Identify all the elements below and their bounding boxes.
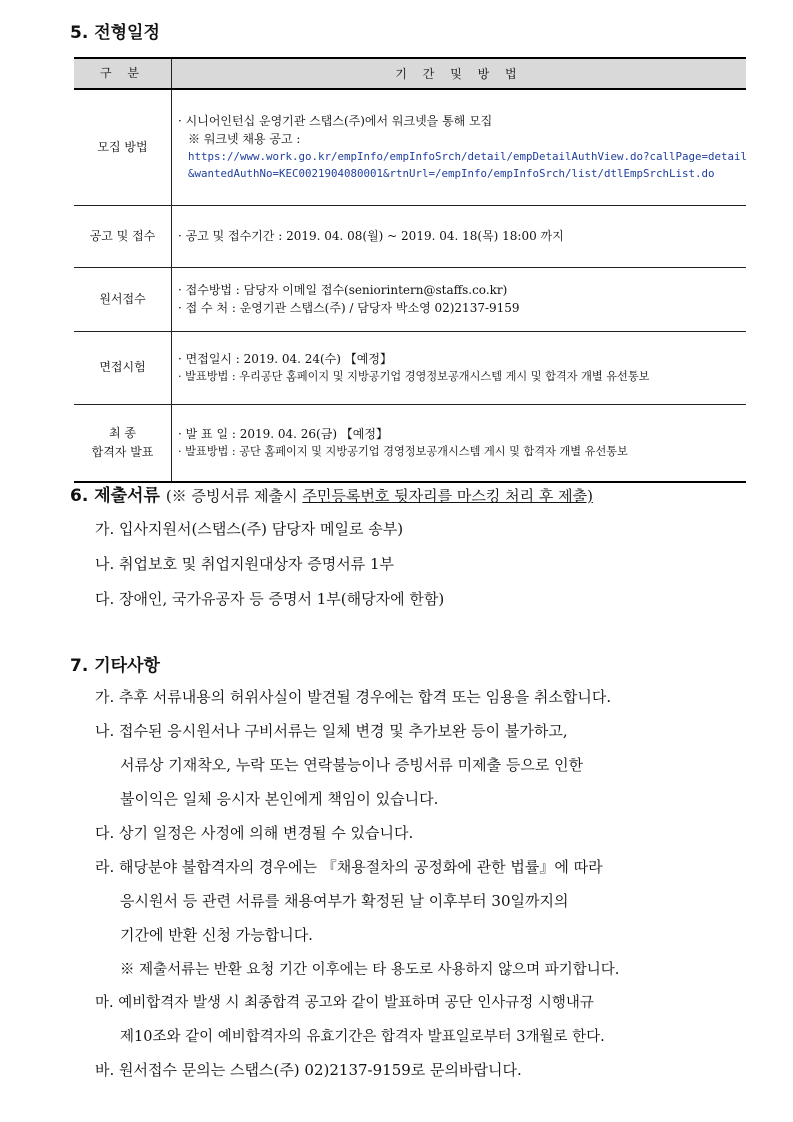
section-6-note-underlined: 주민등록번호 뒷자리를 마스킹 처리 후 제출)	[302, 487, 593, 505]
list-item: 나. 접수된 응시원서나 구비서류는 일체 변경 및 추가보완 등이 불가하고,	[95, 722, 568, 740]
content-line: · 공고 및 접수기간 : 2019. 04. 08(월) ~ 2019. 04. 18(목) 18:00 까지	[178, 229, 564, 243]
list-item: 나. 취업보호 및 취업지원대상자 증명서류 1부	[95, 555, 394, 573]
section-5-title: 5. 전형일정	[70, 23, 160, 43]
row-label: 공고 및 접수	[74, 205, 172, 267]
table-row	[74, 89, 746, 205]
row-label: 원서접수	[74, 267, 172, 331]
header-period-method: 기 간 및 방 법	[172, 58, 747, 89]
section-6-heading	[70, 481, 593, 506]
content-line: · 접수방법 : 담당자 이메일 접수(seniorintern@staffs.co.kr)	[178, 283, 508, 297]
content-line: · 발표방법 : 공단 홈페이지 및 지방공기업 경영정보공개시스템 게시 및 합격자 개별 유선통보	[178, 444, 628, 458]
content-line: · 면접일시 : 2019. 04. 24(수) 【예정】	[178, 351, 392, 366]
list-item: 가. 입사지원서(스탭스(주) 담당자 메일로 송부)	[95, 520, 404, 538]
row-label: 모집 방법	[74, 89, 172, 205]
row-label	[74, 404, 172, 482]
content-line: · 접 수 처 : 운영기관 스탭스(주) / 담당자 박소영 02)2137-9159	[178, 301, 520, 315]
row-content	[172, 205, 747, 267]
row-content	[172, 331, 747, 404]
row-label-line2: 합격자 발표	[91, 444, 154, 459]
content-line: ※ 워크넷 채용 공고 :	[188, 132, 301, 147]
list-item: 바. 원서접수 문의는 스탭스(주) 02)2137-9159로 문의바랍니다.	[95, 1061, 522, 1079]
list-item: 마. 예비합격자 발생 시 최종합격 공고와 같이 발표하며 공단 인사규정 시행내규	[95, 995, 594, 1011]
table-row	[74, 267, 746, 331]
header-category: 구 분	[74, 58, 172, 89]
content-line: · 발표방법 : 우리공단 홈페이지 및 지방공기업 경영정보공개시스템 게시 및 합격자 개별 유선통보	[178, 369, 650, 383]
list-item-continuation: 불이익은 일체 응시자 본인에게 책임이 있습니다.	[120, 790, 439, 808]
content-line: · 발 표 일 : 2019. 04. 26(금) 【예정】	[178, 426, 388, 441]
worknet-link[interactable]: https://www.work.go.kr/empInfo/empInfoSrch/detail/empDetailAuthView.do?callPage=detail&wantedAuthNo=KEC0021904080001&rtnUrl=/empInfo/empInfoSrch/list/dtlEmpSrchList.do	[188, 150, 748, 181]
list-item-continuation: 기간에 반환 신청 가능합니다.	[120, 926, 313, 944]
list-item: 가. 추후 서류내용의 허위사실이 발견될 경우에는 합격 또는 임용을 취소합니다.	[95, 688, 612, 706]
list-item-continuation: 서류상 기재착오, 누락 또는 연락불능이나 증빙서류 미제출 등으로 인한	[120, 756, 584, 774]
row-content	[172, 89, 747, 205]
section-6-note: (※ 증빙서류 제출시	[165, 487, 303, 505]
list-item: 다. 장애인, 국가유공자 등 증명서 1부(해당자에 한함)	[95, 590, 445, 608]
list-item-note: ※ 제출서류는 반환 요청 기간 이후에는 타 용도로 사용하지 않으며 파기합니다.	[120, 962, 620, 978]
section-7-title: 7. 기타사항	[70, 656, 160, 676]
schedule-table	[74, 57, 746, 483]
table-row	[74, 205, 746, 267]
section-6-title: 6. 제출서류	[70, 486, 160, 506]
row-label: 면접시험	[74, 331, 172, 404]
list-item-continuation: 응시원서 등 관련 서류를 채용여부가 확정된 날 이후부터 30일까지의	[120, 892, 569, 910]
row-content	[172, 267, 747, 331]
table-header-row	[74, 58, 746, 89]
list-item-continuation: 제10조와 같이 예비합격자의 유효기간은 합격자 발표일로부터 3개월로 한다.	[120, 1029, 605, 1045]
list-item: 라. 해당분야 불합격자의 경우에는 『채용절차의 공정화에 관한 법률』에 따라	[95, 858, 603, 876]
table-row	[74, 331, 746, 404]
table-row	[74, 404, 746, 482]
row-label-line1: 최 종	[109, 425, 136, 440]
list-item: 다. 상기 일정은 사정에 의해 변경될 수 있습니다.	[95, 824, 414, 842]
row-content	[172, 404, 747, 482]
content-line: · 시니어인턴십 운영기관 스탭스(주)에서 워크넷을 통해 모집	[178, 114, 493, 129]
